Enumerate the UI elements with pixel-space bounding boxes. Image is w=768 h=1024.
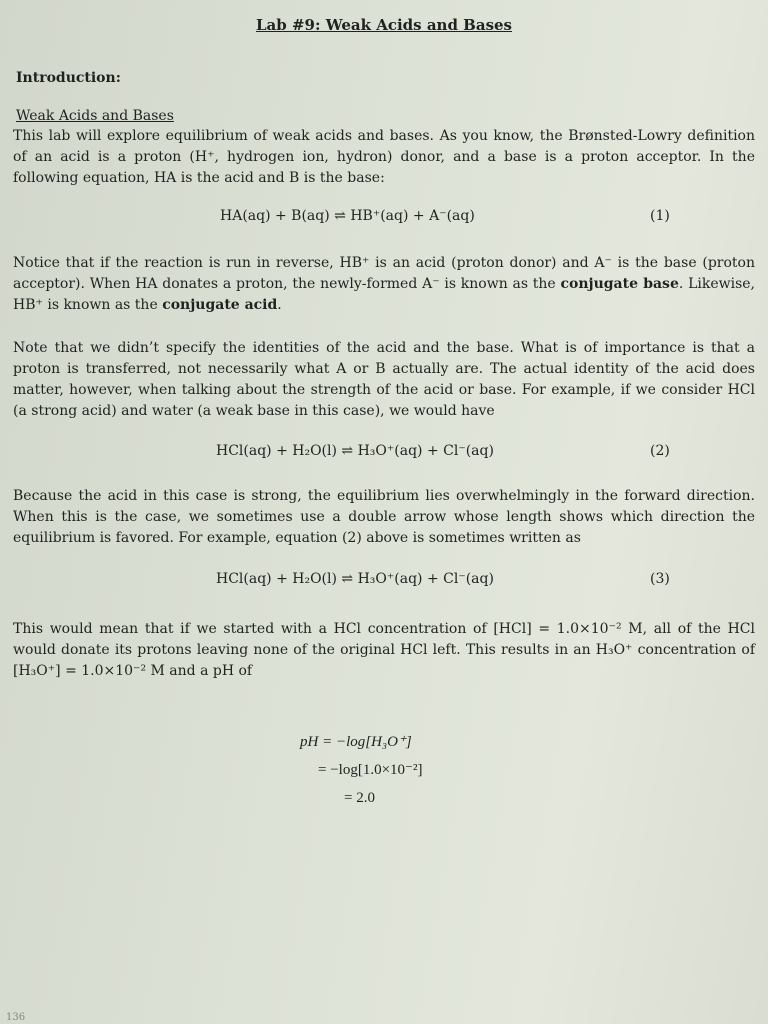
conjugate-base-term: conjugate base xyxy=(560,276,679,292)
conjugate-paragraph xyxy=(13,253,755,316)
ph-line-1: pH = −log[H₃O⁺] xyxy=(300,734,412,750)
intro-paragraph: This lab will explore equilibrium of weak acids and bases. As you know, the Brønsted-Lowry definition of an acid is a proton (H⁺, hydrogen ion, hydron) donor, and a base is a proton acceptor. In the following equation, HA is the acid and B is the base: xyxy=(13,128,755,186)
identity-paragraph: Note that we didn’t specify the identities of the acid and the base. What is of importance is that a proton is transferred, not necessarily what A or B actually are. The actual identity of the acid does matter, however, when talking about the strength of the acid or base. For example, if we consider HCl (a strong acid) and water (a weak base in this case), we would have xyxy=(13,340,755,419)
equation-1-text: HA(aq) + B(aq) ⇌ HB⁺(aq) + A⁻(aq) xyxy=(220,208,475,224)
ph-calculation xyxy=(300,728,422,812)
concentration-text-2: , all of the HCl would donate its protons leaving none of the original HCl left. This results in an H₃O⁺ concentration of xyxy=(13,621,756,658)
equation-3-number: (3) xyxy=(650,571,670,587)
conjugate-text-1: Notice that if the reaction is run in reverse, HB⁺ is an acid (proton donor) and A⁻ is the base (proton acceptor). When HA donates a proton, the newly-formed A⁻ is known as the xyxy=(13,255,755,292)
equation-2-number: (2) xyxy=(650,443,670,459)
concentration-text-1: This would mean that if we started with a HCl concentration of xyxy=(13,621,494,637)
strong-acid-paragraph: Because the acid in this case is strong, the equilibrium lies overwhelmingly in the forward direction. When this is the case, we sometimes use a double arrow whose length shows which direction the equilibrium is favored. For example, equation (2) above is sometimes written as xyxy=(13,488,755,546)
equation-2-text: HCl(aq) + H₂O(l) ⇌ H₃O⁺(aq) + Cl⁻(aq) xyxy=(216,443,494,459)
section-heading: Introduction: xyxy=(16,70,121,86)
page-title: Lab #9: Weak Acids and Bases xyxy=(255,16,513,34)
subsection-heading: Weak Acids and Bases xyxy=(16,108,174,124)
conjugate-text-3: . xyxy=(277,297,282,313)
ph-line-2: = −log[1.0×10⁻²] xyxy=(318,762,423,778)
hcl-concentration-math: [HCl] = 1.0×10⁻² M xyxy=(493,621,643,637)
equation-1-number: (1) xyxy=(650,208,670,224)
concentration-paragraph xyxy=(13,619,755,682)
conjugate-acid-term: conjugate acid xyxy=(162,297,278,313)
equation-3-text: HCl(aq) + H₂O(l) ⇌ H₃O⁺(aq) + Cl⁻(aq) xyxy=(216,571,494,587)
concentration-text-3: and a pH of xyxy=(164,663,253,679)
conjugate-text-2: . Likewise, HB⁺ is known as the xyxy=(13,276,756,313)
ph-line-3: = 2.0 xyxy=(344,790,375,806)
page-number: 136 xyxy=(6,1012,26,1023)
h3o-concentration-math: [H₃O⁺] = 1.0×10⁻² M xyxy=(13,663,165,679)
